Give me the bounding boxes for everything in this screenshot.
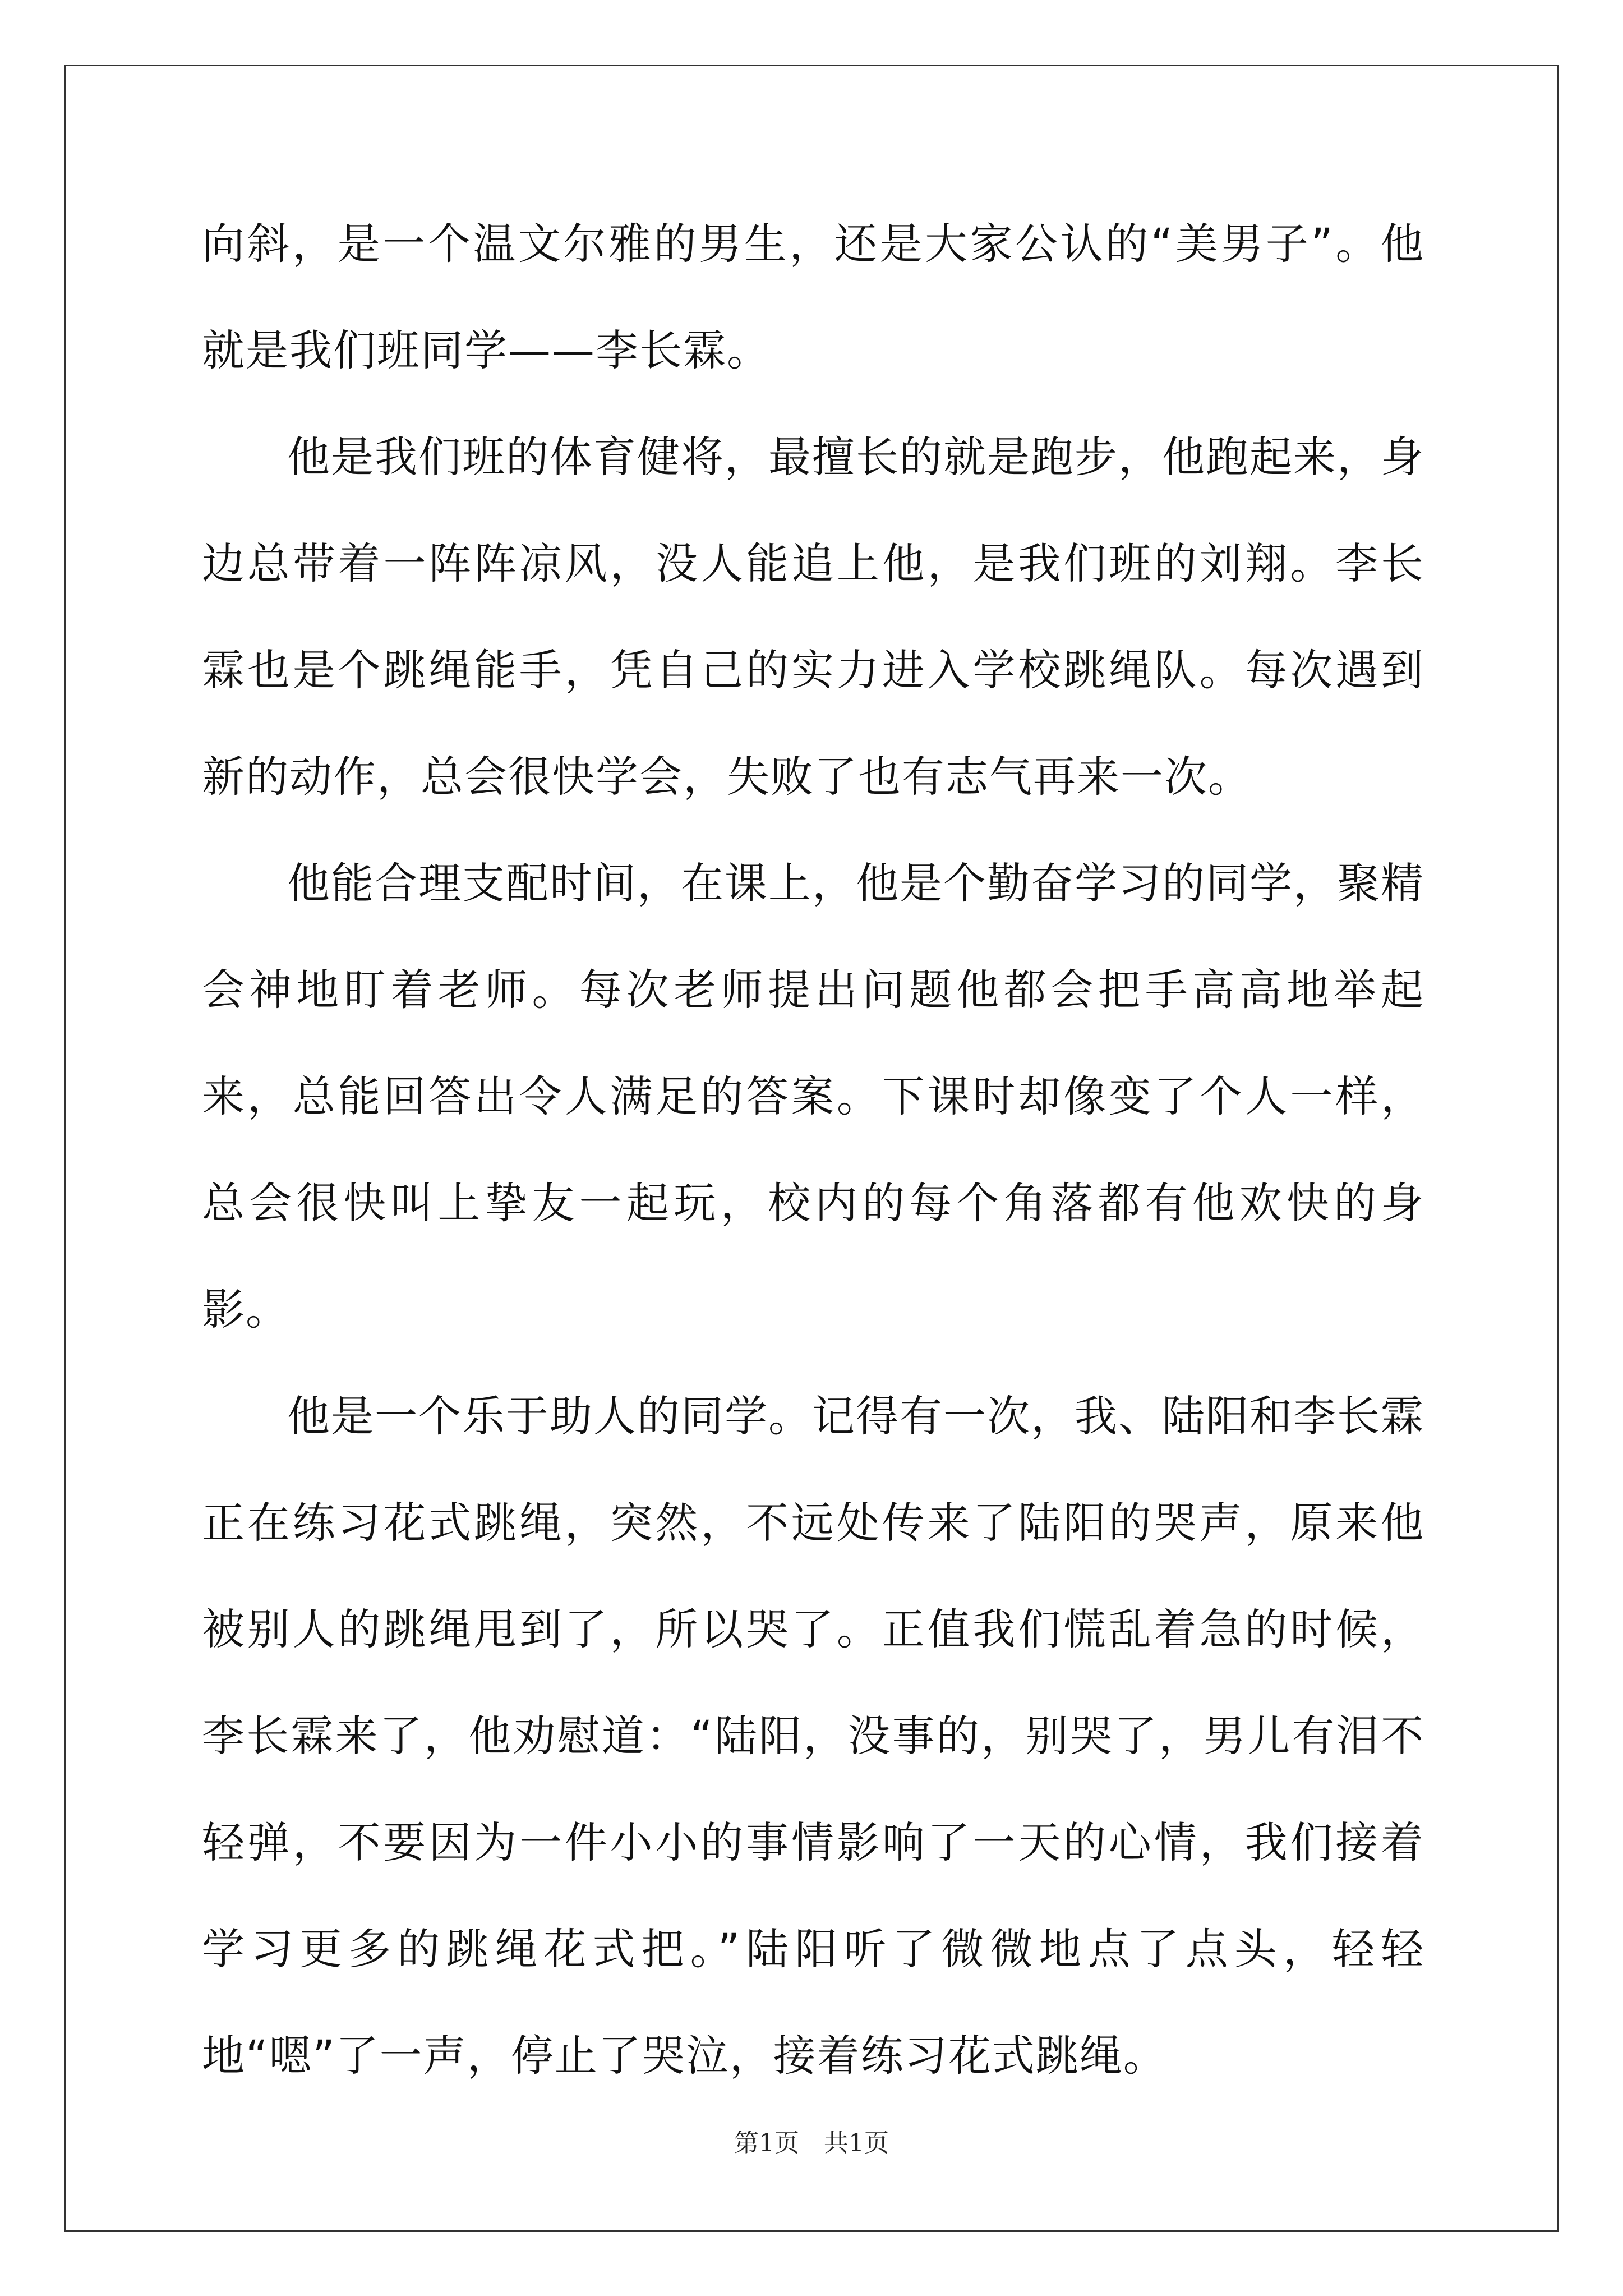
paragraph-3: 他能合理支配时间，在课上，他是个勤奋学习的同学，聚精会神地盯着老师。每次老师提出问题他都会把手高高地举起来，总能回答出令人满足的答案。下课时却像变了个人一样，总会很快叫上挚友一起玩，校内的每个角落都有他欢快的身影。 (202, 858, 1424, 1335)
document-body (202, 191, 1424, 2109)
paragraph-2: 他是我们班的体育健将，最擅长的就是跑步，他跑起来，身边总带着一阵阵凉风，没人能追上他，是我们班的刘翔。李长霖也是个跳绳能手，凭自己的实力进入学校跳绳队。每次遇到新的动作，总会很快学会，失败了也有志气再来一次。 (202, 432, 1424, 802)
page-number-footer: 第1页 共1页 (734, 2129, 889, 2157)
paragraph-4: 他是一个乐于助人的同学。记得有一次，我、陆阳和李长霖正在练习花式跳绳，突然，不远处传来了陆阳的哭声，原来他被别人的跳绳甩到了，所以哭了。正值我们慌乱着急的时候，李长霖来了，他劝慰道：“陆阳，没事的，别哭了，男儿有泪不轻弹，不要因为一件小小的事情影响了一天的心情，我们接着学习更多的跳绳花式把。”陆阳听了微微地点了点头，轻轻地“嗯”了一声，停止了哭泣，接着练习花式跳绳。 (202, 1391, 1424, 2081)
paragraph-1: 向斜，是一个温文尔雅的男生，还是大家公认的“美男子”。他就是我们班同学——李长霖。 (202, 219, 1424, 375)
